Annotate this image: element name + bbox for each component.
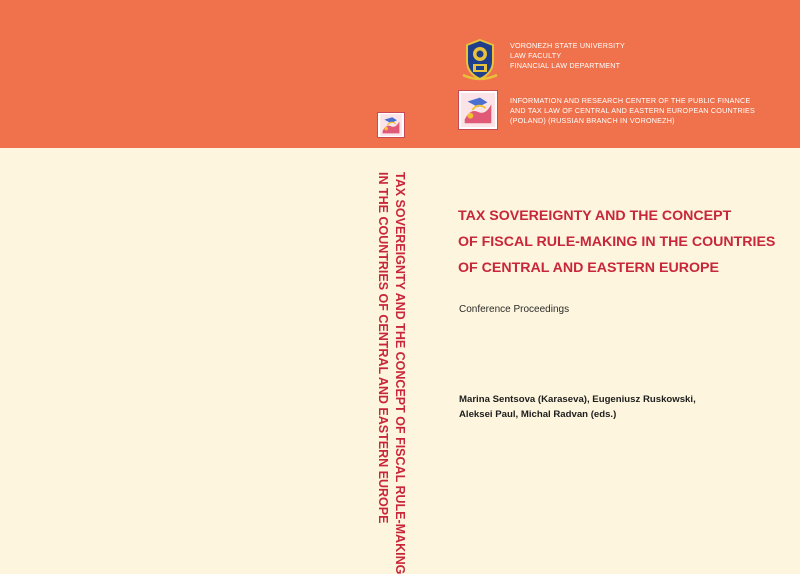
research-center-line-2: AND TAX LAW OF CENTRAL AND EASTERN EUROPEAN COUNTRIES — [510, 106, 756, 115]
editors-list — [459, 392, 696, 422]
editors-line-1: Marina Sentsova (Karaseva), Eugeniusz Ruskowski, — [459, 394, 696, 405]
book-title — [458, 203, 775, 281]
book-title-line-3: OF CENTRAL AND EASTERN EUROPE — [458, 260, 719, 276]
university-crest-icon — [460, 37, 500, 81]
editors-line-2: Aleksei Paul, Michal Radvan (eds.) — [459, 409, 617, 420]
book-subtitle: Conference Proceedings — [459, 304, 570, 315]
research-center-line-1: INFORMATION AND RESEARCH CENTER OF THE PUBLIC FINANCE — [510, 96, 751, 105]
department-name: FINANCIAL LAW DEPARTMENT — [510, 61, 621, 70]
university-name: VORONEZH STATE UNIVERSITY — [510, 41, 625, 50]
research-center-text-block — [510, 96, 755, 126]
faculty-name: LAW FACULTY — [510, 51, 562, 60]
spine-title-line-1: TAX SOVEREIGNTY AND THE CONCEPT OF FISCAL RULE-MAKING — [393, 172, 407, 574]
university-text-block — [510, 41, 625, 71]
book-title-line-1: TAX SOVEREIGNTY AND THE CONCEPT — [458, 208, 732, 224]
research-center-logo-icon — [458, 90, 498, 130]
spine-title — [364, 172, 408, 574]
spine-title-line-2: IN THE COUNTRIES OF CENTRAL AND EASTERN EUROPE — [376, 172, 390, 524]
book-title-line-2: OF FISCAL RULE-MAKING IN THE COUNTRIES — [458, 234, 776, 250]
spine-research-center-logo-icon — [377, 112, 405, 138]
research-center-line-3: (POLAND) (RUSSIAN BRANCH IN VORONEZH) — [510, 116, 675, 125]
